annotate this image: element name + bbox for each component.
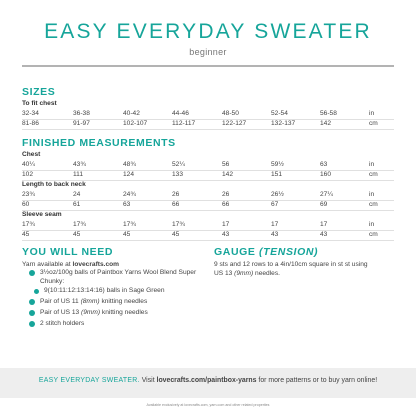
sub-bullet-icon: [34, 289, 39, 294]
size-cell: 40¼: [22, 161, 35, 168]
needle-1-text: Pair of US 11: [40, 298, 81, 305]
size-cell: 48-50: [222, 110, 239, 117]
tension-heading: (TENSION): [259, 246, 319, 258]
finished-heading: FINISHED MEASUREMENTS: [22, 137, 176, 149]
size-cell: 17: [222, 221, 230, 228]
gauge-line-2: [214, 269, 280, 278]
bullet-icon: [29, 270, 35, 276]
size-cell: 17¾: [22, 221, 35, 228]
fine-print: Available exclusively at lovecrafts.com, yarn.com and other related properties: [146, 403, 270, 407]
yarn-link[interactable]: lovecrafts.com: [72, 261, 120, 268]
bullet-icon: [29, 321, 35, 327]
size-cell: 52¼: [172, 161, 185, 168]
size-cell: 66: [172, 201, 180, 208]
row-divider: [22, 240, 394, 241]
gauge-needle-suffix: needles.: [253, 270, 280, 277]
footer-title: EASY EVERYDAY SWEATER.: [38, 377, 140, 384]
need-heading: YOU WILL NEED: [22, 246, 114, 258]
size-cell: 151: [271, 171, 283, 178]
unit-cell: cm: [369, 231, 378, 238]
footer-cta: for more patterns or to buy yarn online!: [256, 377, 378, 384]
size-cell: 26: [172, 191, 180, 198]
bullet-icon: [29, 310, 35, 316]
table-row: [0, 191, 416, 200]
size-cell: 43: [320, 231, 328, 238]
size-cell: 40-42: [123, 110, 140, 117]
footer-text: [0, 377, 416, 384]
unit-cell: cm: [369, 201, 378, 208]
table-row: [0, 110, 416, 119]
unit-cell: in: [369, 221, 375, 228]
row-divider: [22, 210, 394, 211]
size-cell: 111: [73, 171, 84, 178]
size-cell: 67: [271, 201, 279, 208]
size-cell: 36-38: [73, 110, 90, 117]
bullet-icon: [29, 299, 35, 305]
table-row: [0, 221, 416, 230]
size-cell: 69: [320, 201, 328, 208]
pattern-title: EASY EVERYDAY SWEATER: [44, 20, 372, 43]
gauge-heading: [214, 246, 318, 258]
size-cell: 133: [172, 171, 184, 178]
size-cell: 91-97: [73, 120, 90, 127]
stitch-holders-item: 2 stitch holders: [40, 320, 85, 327]
measurement-label: Chest: [22, 151, 41, 158]
size-cell: 102-107: [123, 120, 148, 127]
skill-level: beginner: [189, 47, 227, 57]
size-cell: 43: [222, 231, 230, 238]
size-cell: 45: [22, 231, 30, 238]
measurement-label: Length to back neck: [22, 181, 86, 188]
table-row: [0, 161, 416, 170]
size-cell: 17¾: [73, 221, 86, 228]
table-row: [0, 231, 416, 240]
yarn-intro-text: Yarn available at: [22, 261, 71, 268]
size-cell: 142: [320, 120, 332, 127]
size-cell: 45: [172, 231, 180, 238]
size-cell: 132-137: [271, 120, 296, 127]
size-cell: 43: [271, 231, 279, 238]
size-cell: 122-127: [222, 120, 247, 127]
fit-chest-label: To fit chest: [22, 100, 57, 107]
needle-1-suffix: knitting needles: [99, 298, 148, 305]
unit-cell: in: [369, 161, 375, 168]
size-cell: 61: [73, 201, 81, 208]
size-cell: 142: [222, 171, 234, 178]
size-cell: 56-58: [320, 110, 337, 117]
needle-item-1: [40, 297, 147, 306]
size-cell: 17: [320, 221, 328, 228]
yarn-item: 3½oz/100g balls of Paintbox Yarns Wool Blend Super Chunky:: [40, 269, 197, 285]
table-row: [0, 201, 416, 210]
sizes-heading: SIZES: [22, 86, 56, 98]
unit-cell: cm: [369, 120, 378, 127]
table-row: [0, 120, 416, 129]
size-cell: 59½: [271, 161, 284, 168]
measurement-label: Sleeve seam: [22, 211, 62, 218]
needle-1-size: (8mm): [80, 298, 100, 305]
size-cell: 17¾: [172, 221, 185, 228]
footer-link[interactable]: lovecrafts.com/paintbox-yarns: [156, 377, 257, 384]
size-cell: 27¼: [320, 191, 333, 198]
size-cell: 66: [222, 201, 230, 208]
size-cell: 81-86: [22, 120, 39, 127]
gauge-line-1: 9 sts and 12 rows to a 4in/10cm square in st st using: [214, 261, 368, 268]
size-cell: 26: [222, 191, 230, 198]
size-cell: 45: [123, 231, 131, 238]
gauge-needle-size: (9mm): [234, 270, 254, 277]
size-cell: 63: [320, 161, 328, 168]
gauge-heading-text: GAUGE: [214, 246, 256, 258]
gauge-needle: US 13: [214, 270, 235, 277]
table-row: [0, 171, 416, 180]
size-cell: 63: [123, 201, 131, 208]
unit-cell: in: [369, 110, 375, 117]
size-cell: 24: [73, 191, 81, 198]
size-cell: 102: [22, 171, 34, 178]
size-cell: 45: [73, 231, 81, 238]
size-cell: 23¾: [22, 191, 35, 198]
yarn-quantity: 9(10:11:12:13:14:16) balls in Sage Green: [44, 287, 165, 294]
needle-2-size: (9mm): [81, 309, 101, 316]
size-cell: 44-46: [172, 110, 189, 117]
needle-2-suffix: knitting needles: [100, 309, 148, 316]
size-cell: 26½: [271, 191, 284, 198]
size-cell: 48¾: [123, 161, 136, 168]
row-divider: [22, 129, 394, 130]
size-cell: 17: [271, 221, 279, 228]
size-cell: 160: [320, 171, 332, 178]
size-cell: 17¾: [123, 221, 136, 228]
footer-visit: Visit: [139, 377, 157, 384]
size-cell: 124: [123, 171, 135, 178]
size-cell: 56: [222, 161, 230, 168]
size-cell: 32-34: [22, 110, 39, 117]
size-cell: 24¾: [123, 191, 136, 198]
needle-item-2: [40, 308, 148, 317]
needle-2-text: Pair of US 13: [40, 309, 82, 316]
unit-cell: in: [369, 191, 375, 198]
size-cell: 52-54: [271, 110, 288, 117]
size-cell: 60: [22, 201, 30, 208]
size-cell: 43¾: [73, 161, 86, 168]
unit-cell: cm: [369, 171, 378, 178]
size-cell: 112-117: [172, 120, 196, 127]
header-divider: [22, 65, 394, 67]
